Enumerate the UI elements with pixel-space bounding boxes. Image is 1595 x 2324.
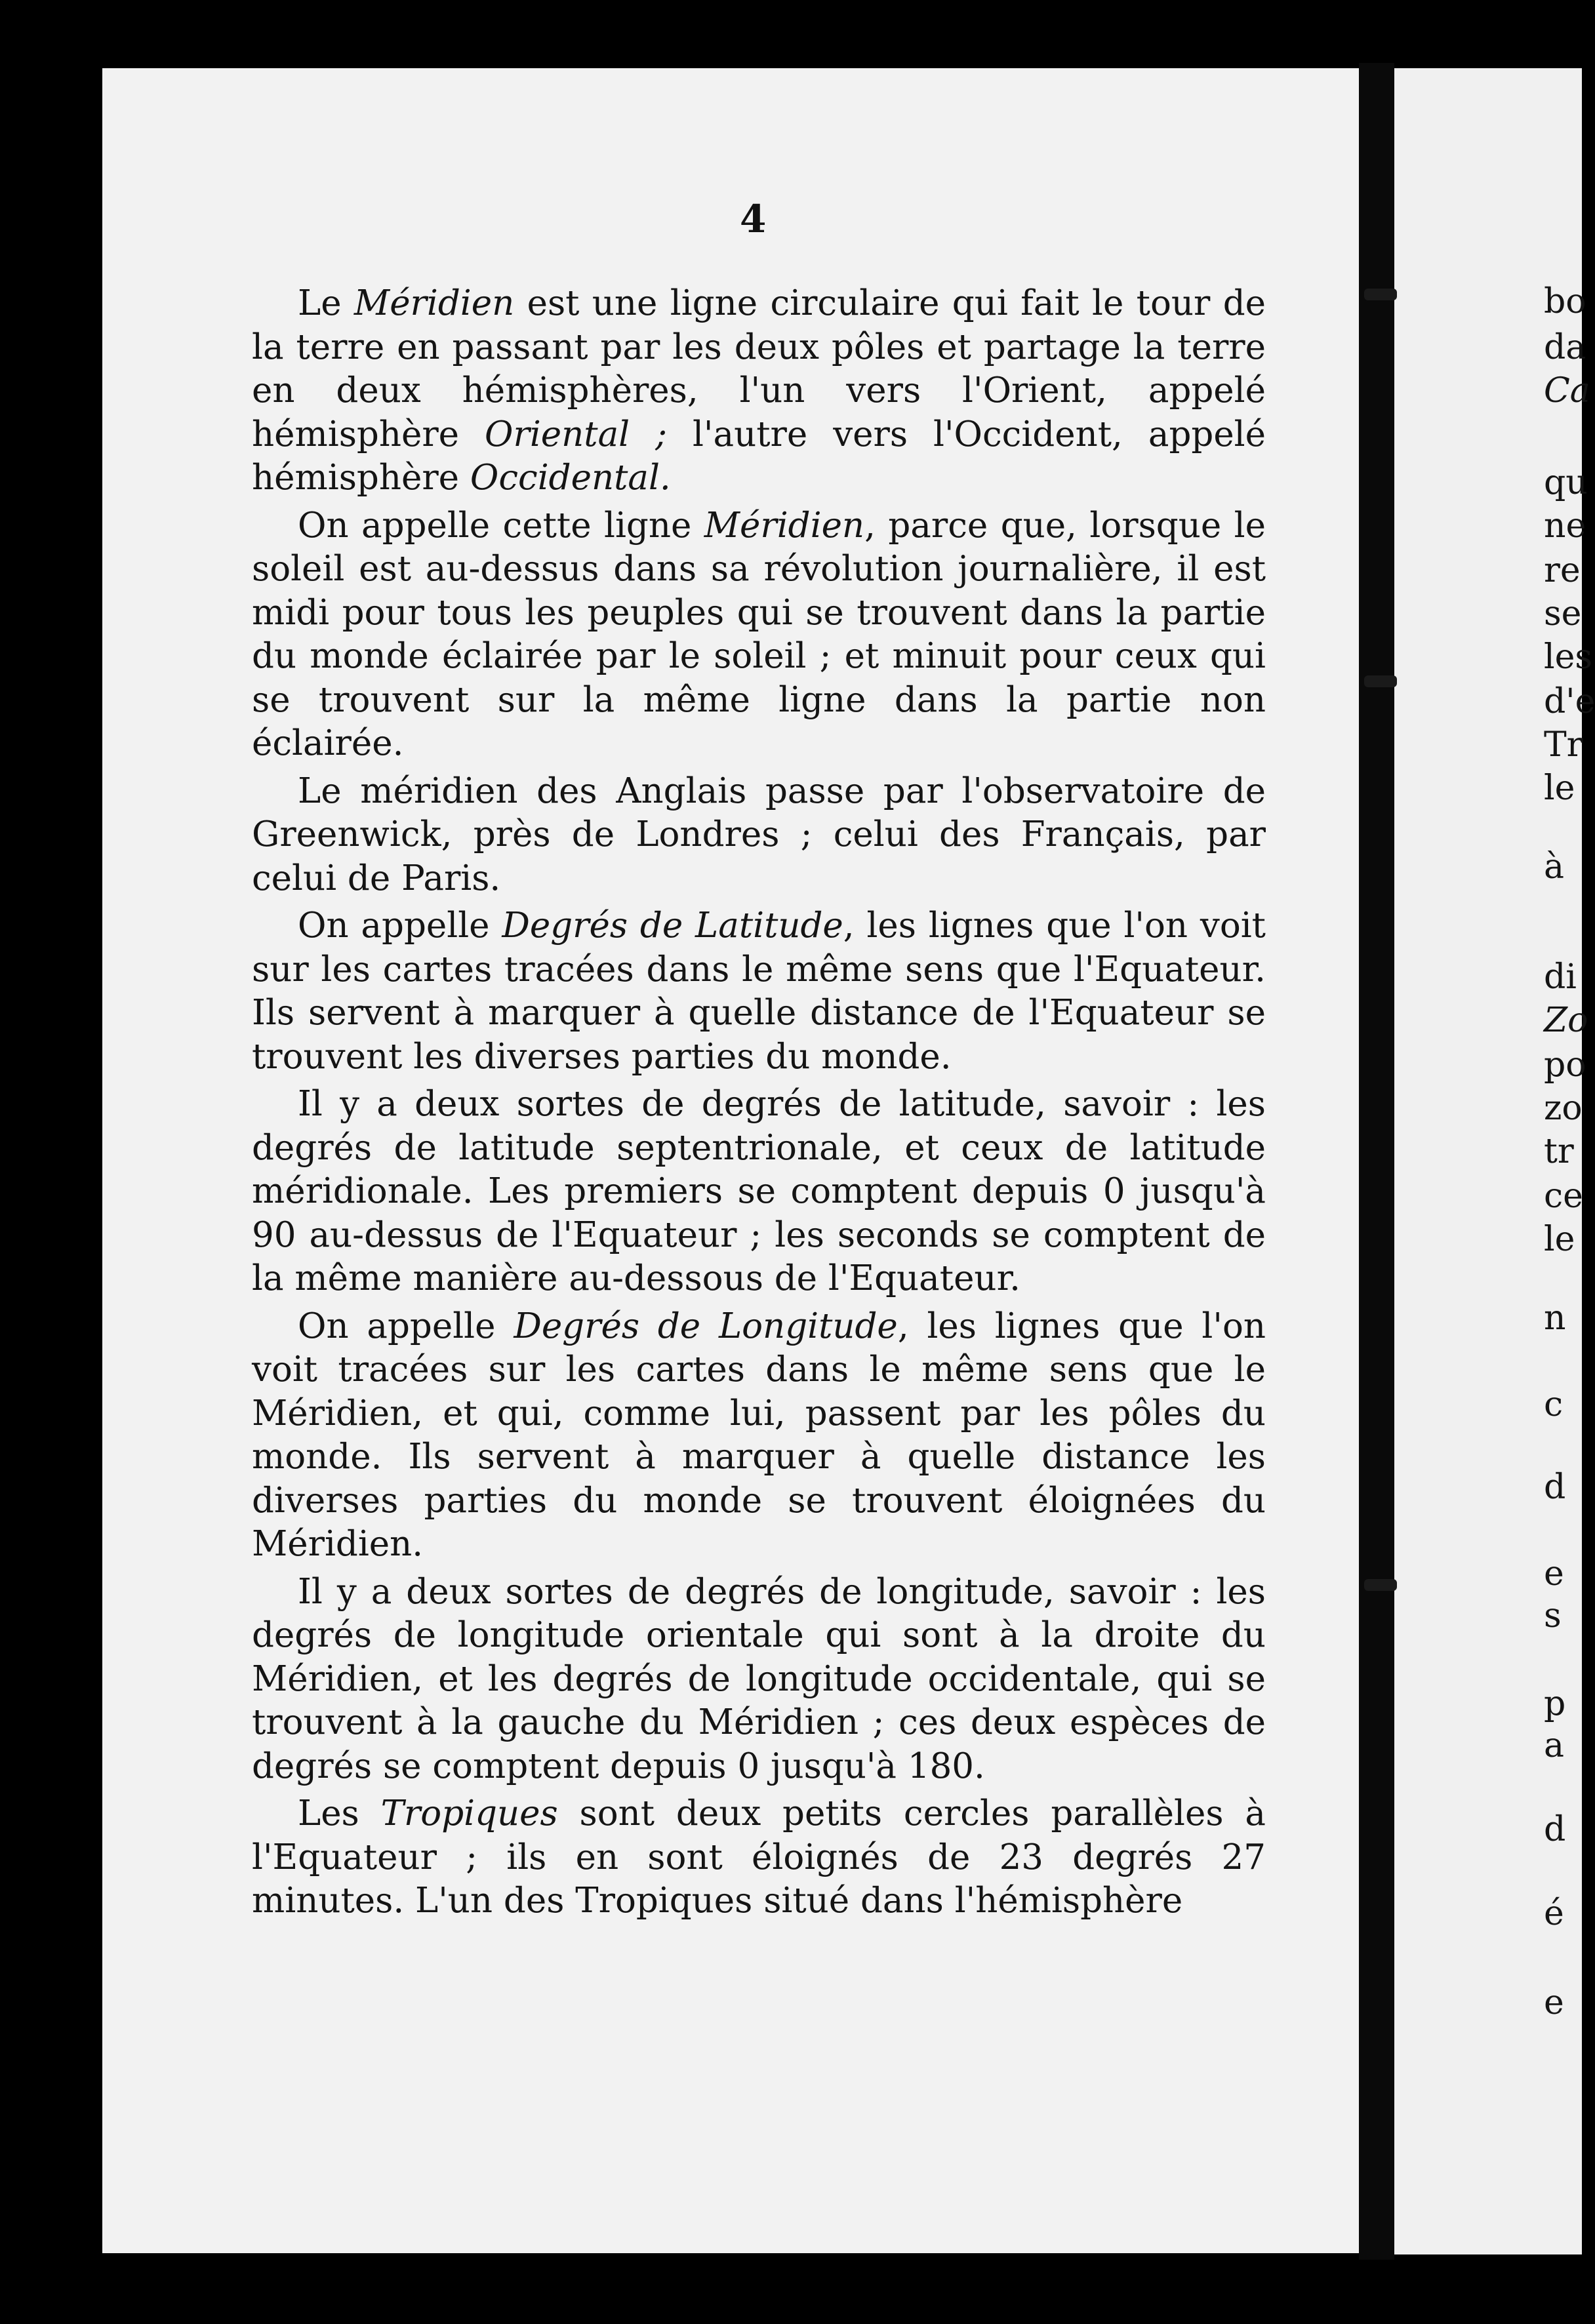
right-page-fragment: po (1544, 1045, 1586, 1085)
right-page-fragment: é (1544, 1894, 1564, 1933)
right-page-fragment: da (1544, 328, 1586, 367)
right-page-fragment: e (1544, 1554, 1564, 1593)
book-gutter (1359, 63, 1394, 2260)
paragraph: On appelle cette ligne Méridien, parce que, lorsque le soleil est au-dessus dans sa révolution journalière, il est midi pour tous les peuples qui se trouvent dans la partie du monde éclairée par le soleil ; et minuit pour ceux qui se trouvent sur la même ligne dans la partie non éclairée. (252, 505, 1266, 763)
right-page-fragment: c (1544, 1385, 1564, 1424)
right-page-fragment: le (1544, 769, 1575, 808)
right-page-fragment: re (1544, 551, 1581, 590)
paragraph: Il y a deux sortes de degrés de latitude, savoir : les degrés de latitude septentrionale, et ceux de latitude méridionale. Les premiers se comptent depuis 0 jusqu'à 90 au-dessus de l'Equateur ; les seconds se comptent de la même manière au-dessous de l'Equateur. (252, 1084, 1266, 1298)
paragraph: Le méridien des Anglais passe par l'observatoire de Greenwick, près de Londres ; celui des Français, par celui de Paris. (252, 771, 1266, 898)
right-page-fragment: s (1544, 1596, 1562, 1635)
right-page-fragment: n (1544, 1298, 1566, 1338)
body-text (252, 282, 1266, 1923)
right-page-fragment: Zo (1544, 1001, 1588, 1040)
right-page-fragment: a (1544, 1726, 1565, 1765)
page-number: 4 (740, 197, 767, 241)
right-page-fragment: e (1544, 1983, 1564, 2022)
right-page-fragment: qu (1544, 463, 1588, 502)
right-page-fragment: di (1544, 957, 1577, 997)
right-page-fragment: les (1544, 637, 1593, 677)
paragraph: On appelle Degrés de Longitude, les lignes que l'on voit tracées sur les cartes dans le même sens que le Méridien, et qui, comme lui, passent par les pôles du monde. Ils servent à marquer à quelle distance les diverses parties du monde se trouvent éloignées du Méridien. (252, 1306, 1266, 1564)
right-page-fragment: bo (1544, 282, 1586, 321)
right-page-fragment: se (1544, 594, 1582, 633)
binding-stitch (1364, 1579, 1397, 1591)
paragraph: On appelle Degrés de Latitude, les lignes que l'on voit sur les cartes tracées dans le même sens que l'Equateur. Ils servent à marquer à quelle distance de l'Equateur se trouvent les diverses parties du monde. (252, 906, 1266, 1077)
right-page-fragment: ce (1544, 1176, 1583, 1216)
right-page-fragment: zo (1544, 1089, 1583, 1128)
paragraph: Les Tropiques sont deux petits cercles parallèles à l'Equateur ; ils en sont éloignés de 23 degrés 27 minutes. L'un des Tropiques situé dans l'hémisphère (252, 1793, 1266, 1921)
right-page-fragment: d (1544, 1810, 1566, 1849)
right-page-fragment: p (1544, 1684, 1566, 1723)
right-page-fragment: d'e (1544, 682, 1595, 721)
right-page-fragment: d (1544, 1468, 1566, 1507)
binding-stitch (1364, 289, 1397, 300)
binding-stitch (1364, 675, 1397, 687)
right-page-fragment: Tr (1544, 725, 1583, 765)
right-page-fragment: tr (1544, 1132, 1574, 1171)
right-page-fragment: à (1544, 847, 1565, 887)
right-page-fragment: Ca (1544, 371, 1590, 411)
paragraph: Il y a deux sortes de degrés de longitude, savoir : les degrés de longitude orientale qui sont à la droite du Méridien, et les degrés de longitude occidentale, qui se trouvent à la gauche du Méridien ; ces deux espèces de degrés se comptent depuis 0 jusqu'à 180. (252, 1571, 1266, 1786)
right-page-fragment: le (1544, 1220, 1575, 1259)
right-page-fragment: ne (1544, 506, 1586, 546)
paragraph: Le Méridien est une ligne circulaire qui fait le tour de la terre en passant par les deux pôles et partage la terre en deux hémisphères, l'un vers l'Orient, appelé hémisphère Oriental ; l'autre vers l'Occident, appelé hémisphère Occidental. (252, 283, 1266, 498)
